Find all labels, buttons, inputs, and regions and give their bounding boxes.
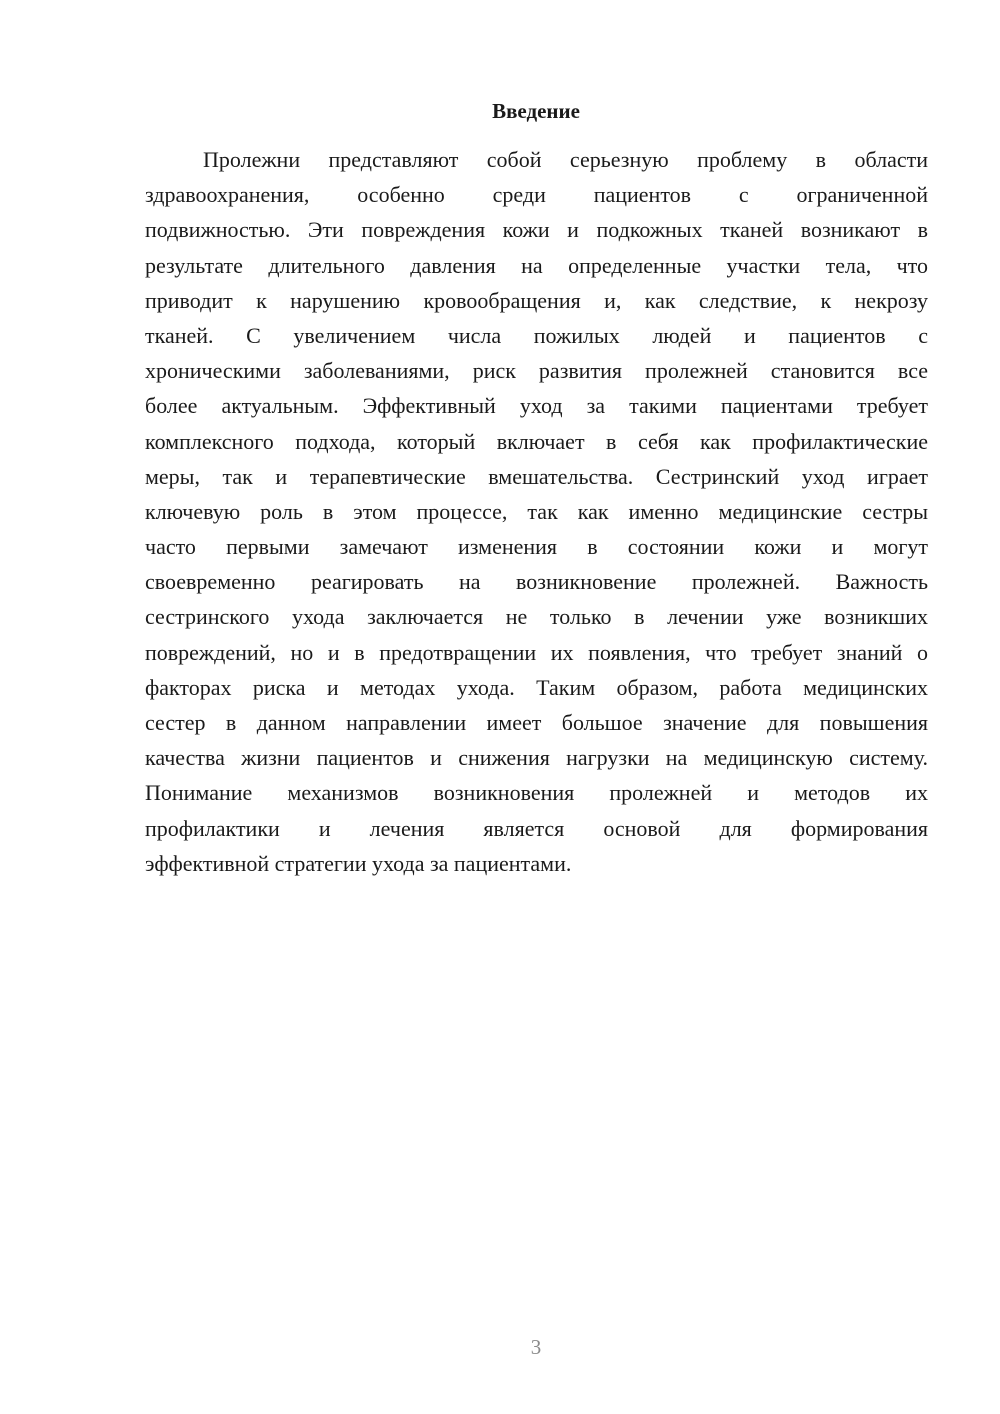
paragraph-line: часто первыми замечают изменения в состоянии кожи и могут (145, 534, 928, 560)
paragraph-line: подвижностью. Эти повреждения кожи и подкожных тканей возникают в (145, 217, 928, 243)
paragraph-line: ключевую роль в этом процессе, так как именно медицинские сестры (145, 498, 928, 524)
paragraph-line: более актуальным. Эффективный уход за такими пациентами требует (145, 393, 928, 419)
paragraph-line: повреждений, но и в предотвращении их появления, что требует знаний о (145, 639, 928, 665)
section-heading: Введение (492, 99, 580, 123)
paragraph-line: качества жизни пациентов и снижения нагрузки на медицинскую систему. (145, 745, 928, 771)
paragraph-line: здравоохранения, особенно среди пациентов с ограниченной (145, 182, 928, 208)
paragraph-line: приводит к нарушению кровообращения и, как следствие, к некрозу (145, 287, 928, 313)
paragraph-line: комплексного подхода, который включает в себя как профилактические (145, 428, 928, 454)
paragraph-line: Понимание механизмов возникновения пролежней и методов их (145, 780, 928, 806)
paragraph-line: меры, так и терапевтические вмешательства. Сестринский уход играет (145, 463, 928, 489)
paragraph-line: сестринского ухода заключается не только в лечении уже возникших (145, 604, 928, 630)
body-paragraph (145, 142, 928, 881)
paragraph-line: факторах риска и методах ухода. Таким образом, работа медицинских (145, 674, 928, 700)
page-number: 3 (530, 1335, 542, 1359)
paragraph-line: тканей. С увеличением числа пожилых людей и пациентов с (145, 322, 928, 348)
paragraph-line: результате длительного давления на определенные участки тела, что (145, 252, 928, 278)
paragraph-line: эффективной стратегии ухода за пациентами. (145, 850, 572, 876)
paragraph-line: сестер в данном направлении имеет большое значение для повышения (145, 710, 928, 735)
paragraph-line: своевременно реагировать на возникновение пролежней. Важность (145, 569, 928, 595)
paragraph-line: профилактики и лечения является основой для формирования (145, 815, 928, 841)
paragraph-line: Пролежни представляют собой серьезную проблему в области (203, 147, 928, 172)
paragraph-line: хроническими заболеваниями, риск развития пролежней становится все (145, 358, 928, 384)
